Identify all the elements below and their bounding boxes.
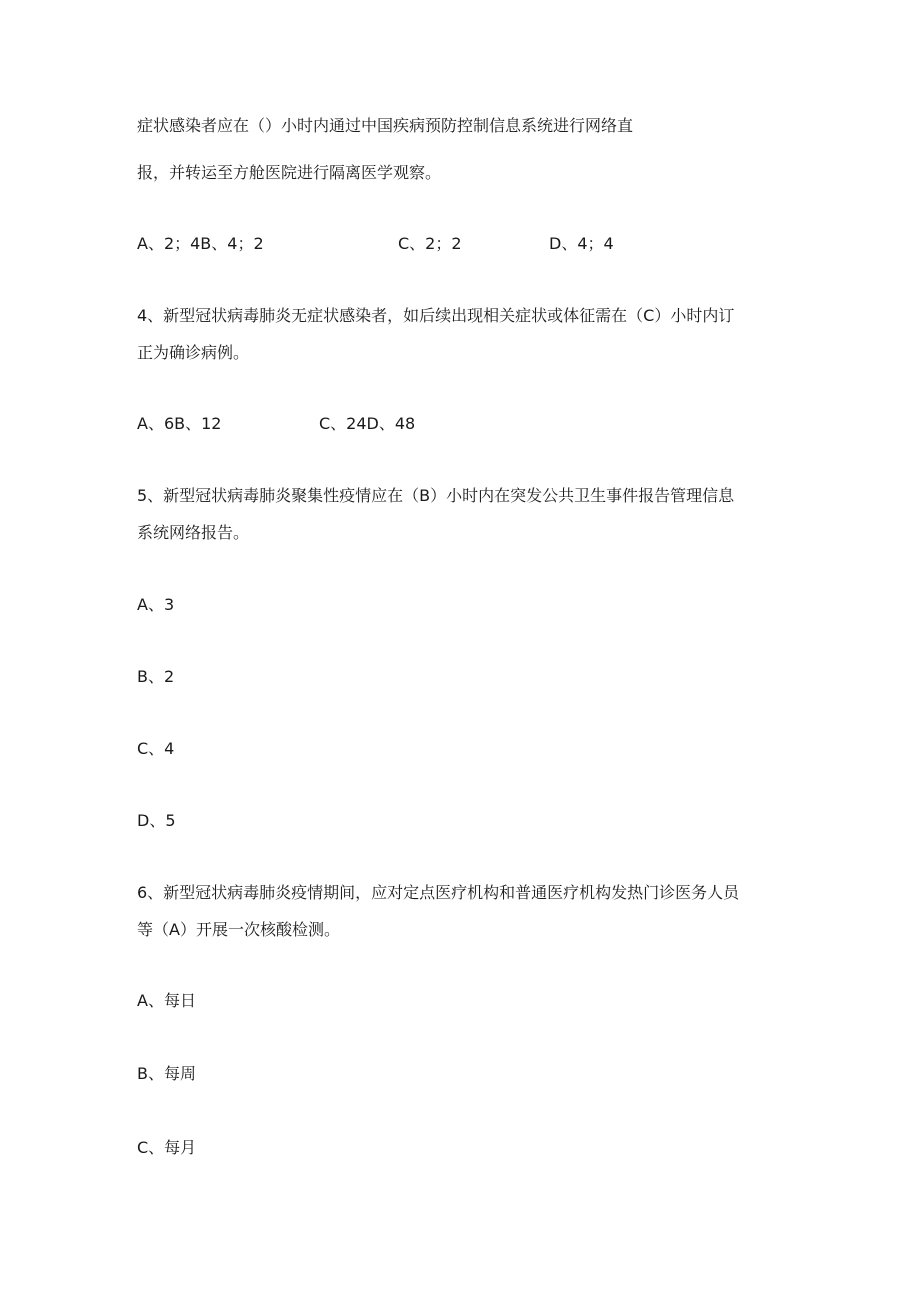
question-3-option-d: D、4；4 xyxy=(549,234,614,253)
question-5-option-d: D、5 xyxy=(137,811,176,830)
question-3-text-line-2: 报，并转运至方舱医院进行隔离医学观察。 xyxy=(137,163,442,182)
question-6-text-line-1: 6、新型冠状病毒肺炎疫情期间，应对定点医疗机构和普通医疗机构发热门诊医务人员 xyxy=(137,883,740,902)
question-6-option-a: A、每日 xyxy=(137,991,196,1010)
question-6-option-c: C、每月 xyxy=(137,1138,197,1157)
question-3-text-line-1: 症状感染者应在（）小时内通过中国疾病预防控制信息系统进行网络直 xyxy=(137,116,634,135)
question-4-option-ab: A、6B、12 xyxy=(137,414,222,433)
question-5-option-a: A、3 xyxy=(137,595,175,614)
question-4-option-cd: C、24D、48 xyxy=(319,414,416,433)
question-5-option-c: C、4 xyxy=(137,739,175,758)
question-3-option-ab: A、2；4B、4；2 xyxy=(137,234,264,253)
question-4-text-line-1: 4、新型冠状病毒肺炎无症状感染者，如后续出现相关症状或体征需在（C）小时内订 xyxy=(137,306,735,325)
question-6-option-b: B、每周 xyxy=(137,1064,196,1083)
question-5-text-line-2: 系统网络报告。 xyxy=(137,523,250,542)
question-6-text-line-2: 等（A）开展一次核酸检测。 xyxy=(137,920,340,939)
question-5-text-line-1: 5、新型冠状病毒肺炎聚集性疫情应在（B）小时内在突发公共卫生事件报告管理信息 xyxy=(137,486,735,505)
question-3-option-c: C、2；2 xyxy=(398,234,462,253)
question-4-text-line-2: 正为确诊病例。 xyxy=(137,343,250,362)
question-5-option-b: B、2 xyxy=(137,667,175,686)
